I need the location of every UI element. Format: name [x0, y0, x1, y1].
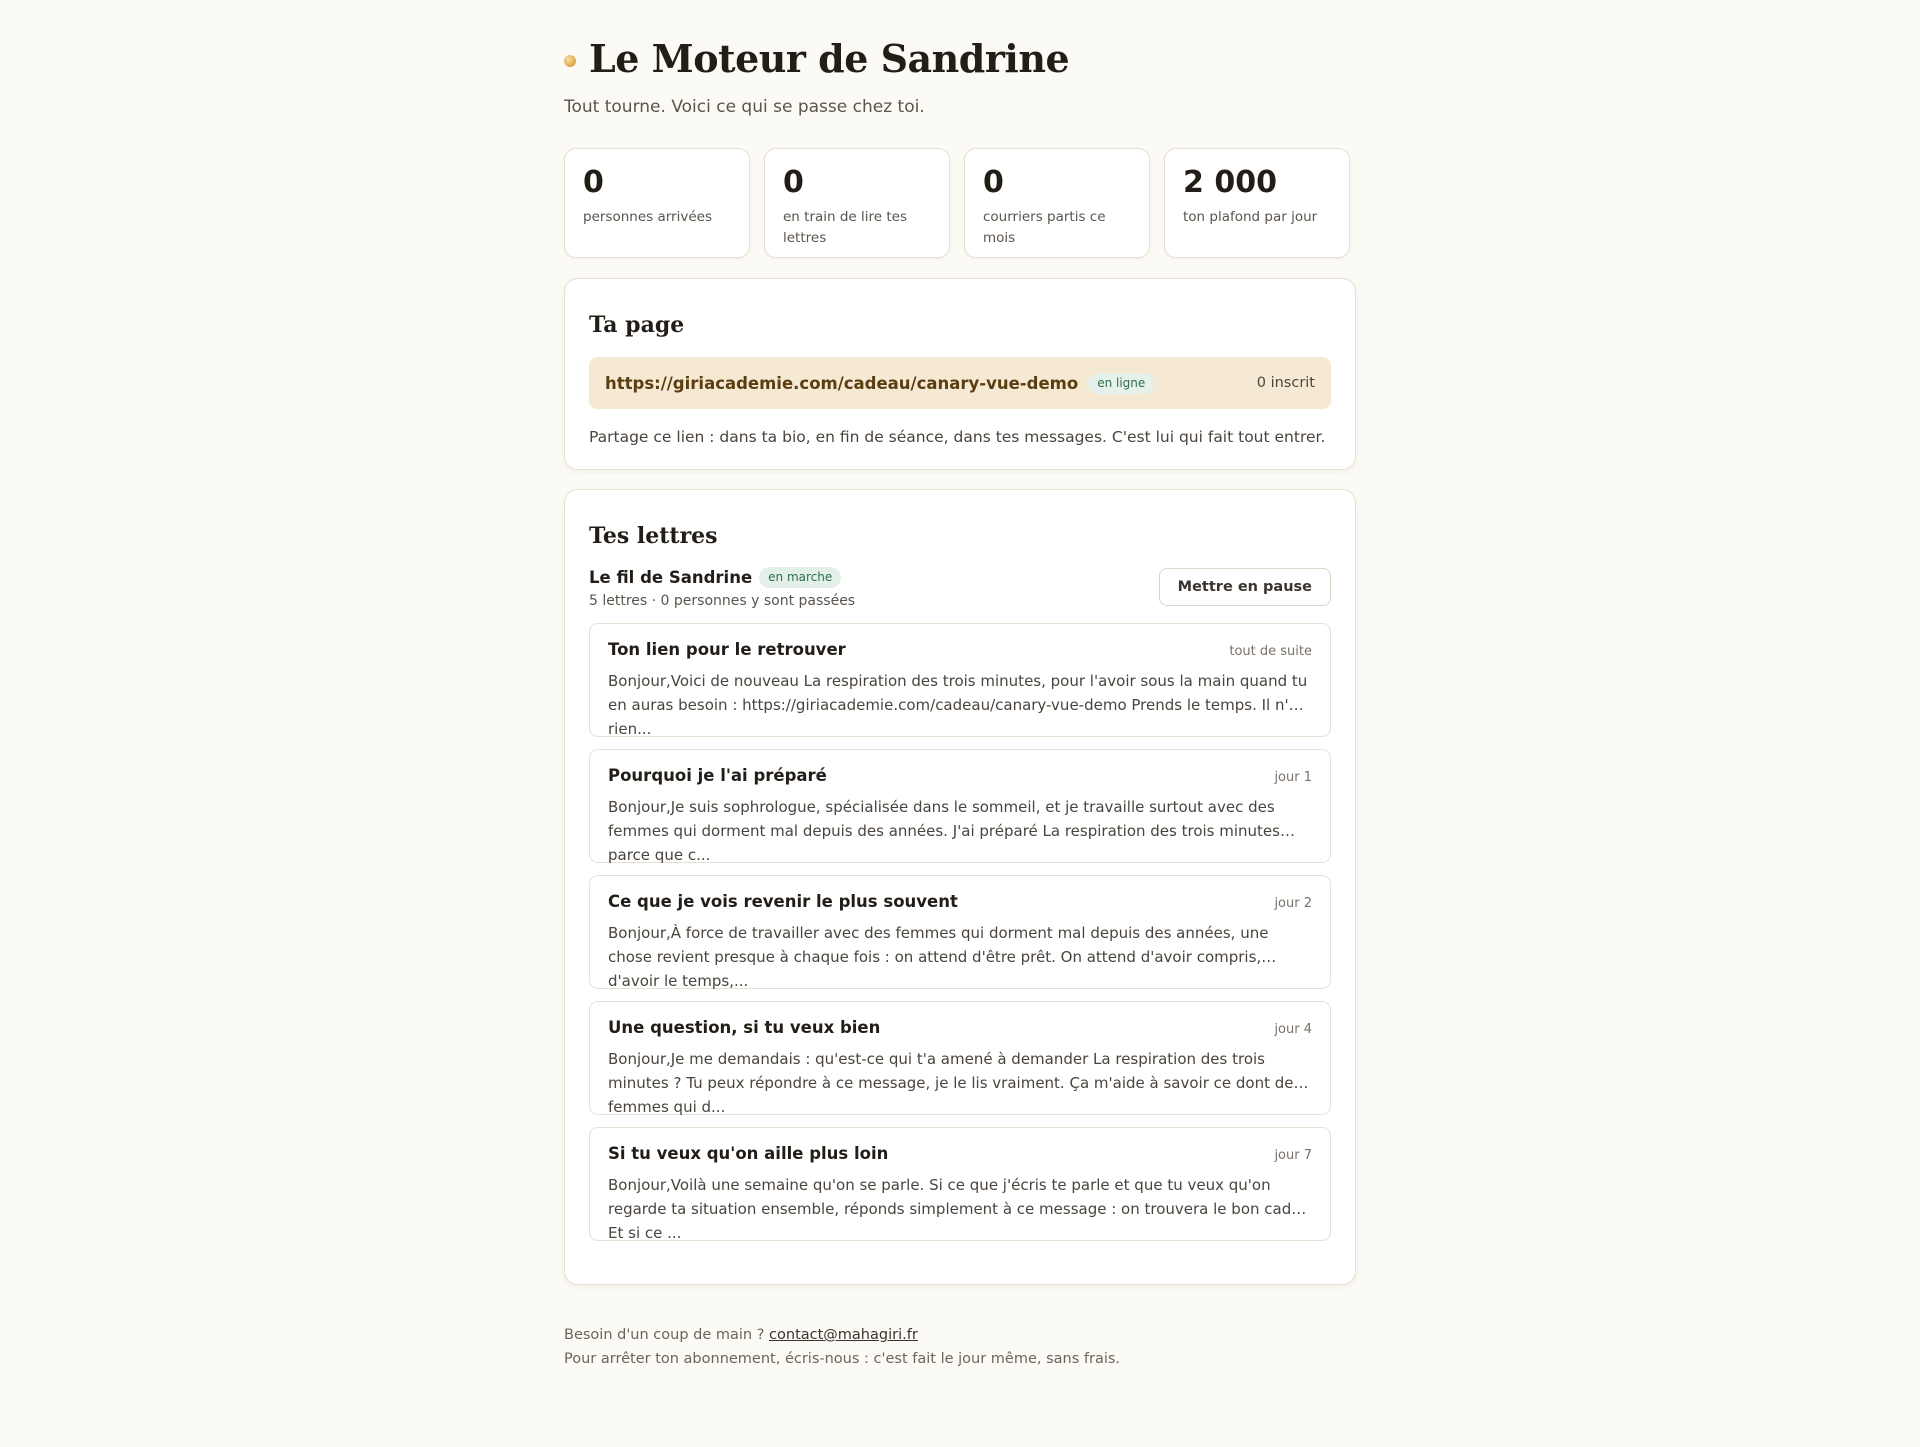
status-badge: en ligne [1088, 373, 1154, 394]
letter-item[interactable] [589, 875, 1331, 989]
letter-head [608, 1144, 1312, 1166]
letter-title: Ton lien pour le retrouver [608, 640, 846, 659]
letter-head [608, 1018, 1312, 1040]
stat-value: 0 [783, 165, 804, 200]
contact-email-link[interactable]: contact@mahagiri.fr [769, 1327, 918, 1343]
letter-excerpt: Bonjour,Je me demandais : qu'est-ce qui t'a amené à demander La respiration des trois minutes ? Tu peux répondre à ce message, je le lis vraiment. Ça m'aide à savoir ce dont des femmes qui d... [608, 1050, 1302, 1116]
stat-card-reading [764, 148, 950, 258]
letter-item[interactable] [589, 623, 1331, 737]
page-card-title: Ta page [589, 312, 685, 338]
stat-label: ton plafond par jour [1183, 209, 1318, 225]
sequence-name-row [589, 566, 855, 588]
letter-item[interactable] [589, 1127, 1331, 1241]
letter-head [608, 766, 1312, 788]
letter-title: Ce que je vois revenir le plus souvent [608, 892, 958, 911]
status-badge: en marche [759, 567, 841, 588]
pause-button[interactable]: Mettre en pause [1159, 568, 1331, 606]
stat-label: courriers partis ce mois [983, 209, 1106, 246]
stat-card-mails-sent [964, 148, 1150, 258]
sequence-header [589, 566, 1331, 611]
sequence-info [589, 566, 855, 611]
help-text: Besoin d'un coup de main ? [564, 1327, 765, 1343]
stats-row [564, 148, 1356, 258]
page-header [564, 34, 1356, 84]
letter-timing: tout de suite [1229, 644, 1312, 659]
footer [564, 1323, 1356, 1371]
help-line [564, 1323, 1356, 1347]
letter-head [608, 892, 1312, 914]
page-title: Le Moteur de Sandrine [589, 36, 1070, 81]
letters-list [589, 623, 1331, 1241]
letter-excerpt: Bonjour,À force de travailler avec des femmes qui dorment mal depuis des années, une chose revient presque à chaque fois : on attend d'être prêt. On attend d'avoir compris, d'avoir le temps,... [608, 924, 1269, 990]
letters-card [564, 489, 1356, 1285]
letter-excerpt: Bonjour,Voilà une semaine qu'on se parle. Si ce que j'écris te parle et que tu veux qu'on regarde ta situation ensemble, réponds simplement à ce message : on trouvera le bon cadre. Et si ce ... [608, 1176, 1312, 1242]
stat-card-daily-limit [1164, 148, 1350, 258]
letter-excerpt: Bonjour,Je suis sophrologue, spécialisée dans le sommeil, et je travaille surtout avec des femmes qui dorment mal depuis des années. J'ai préparé La respiration des trois minutes parce que c... [608, 798, 1280, 864]
letter-title: Si tu veux qu'on aille plus loin [608, 1144, 889, 1163]
dashboard [564, 0, 1356, 1371]
page-card [564, 278, 1356, 470]
stat-value: 0 [983, 165, 1004, 200]
sequence-name: Le fil de Sandrine [589, 567, 753, 587]
letter-timing: jour 1 [1274, 770, 1312, 785]
sequence-meta: 5 lettres · 0 personnes y sont passées [589, 593, 856, 609]
unsubscribe-note: Pour arrêter ton abonnement, écris-nous : c'est fait le jour même, sans frais. [564, 1351, 1121, 1367]
page-subtitle: Tout tourne. Voici ce qui se passe chez toi. [564, 97, 925, 117]
letters-card-title: Tes lettres [589, 523, 718, 549]
letter-timing: jour 2 [1274, 896, 1312, 911]
stat-label: personnes arrivées [583, 209, 712, 225]
stat-card-arrivals [564, 148, 750, 258]
letter-item[interactable] [589, 1001, 1331, 1115]
share-note: Partage ce lien : dans ta bio, en fin de séance, dans tes messages. C'est lui qui fait tout entrer. [589, 428, 1326, 446]
letter-title: Une question, si tu veux bien [608, 1018, 881, 1037]
stat-value: 2 000 [1183, 165, 1277, 200]
letter-title: Pourquoi je l'ai préparé [608, 766, 827, 785]
subscriber-count: 0 inscrit [1256, 375, 1315, 391]
letter-item[interactable] [589, 749, 1331, 863]
logo-dot-icon [564, 55, 576, 67]
letter-head [608, 640, 1312, 662]
stat-value: 0 [583, 165, 604, 200]
letter-timing: jour 7 [1274, 1148, 1312, 1163]
stat-label: en train de lire tes lettres [783, 209, 908, 246]
letter-timing: jour 4 [1274, 1022, 1312, 1037]
page-link-bar [589, 357, 1331, 409]
page-url-link[interactable]: https://giriacademie.com/cadeau/canary-vue-demo [605, 373, 1079, 393]
letter-excerpt: Bonjour,Voici de nouveau La respiration des trois minutes, pour l'avoir sous la main quand tu en auras besoin : https://giriacademie.com/cadeau/canary-vue-demo Prends le temps. Il n'y a rien... [608, 672, 1312, 738]
